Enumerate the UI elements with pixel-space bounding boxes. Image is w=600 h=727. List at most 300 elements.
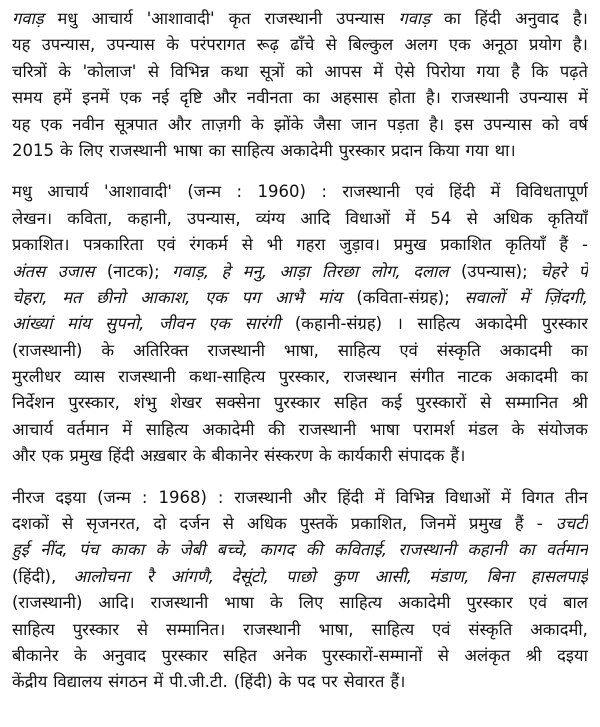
- word: :: [141, 487, 148, 507]
- word: अकादेमी: [280, 140, 333, 160]
- text-line: [12, 485, 588, 511]
- word: पड़ता: [387, 114, 419, 134]
- word: से: [480, 393, 492, 413]
- word: पर: [321, 672, 338, 692]
- italic-title-word: मांय: [318, 287, 342, 307]
- word: उपन्यास,: [187, 208, 241, 228]
- word: है: [511, 61, 520, 81]
- text-line: [12, 417, 588, 443]
- word: निर्देशन: [12, 393, 55, 413]
- word: 1960): [257, 182, 306, 202]
- word: लिए: [78, 140, 104, 160]
- word: साहित्य: [417, 314, 461, 334]
- word: बीकानेर: [12, 645, 59, 665]
- word: प्रमुख: [69, 446, 103, 466]
- word: अख़बार: [140, 446, 187, 466]
- word: श्री: [525, 645, 542, 665]
- word: आदि: [300, 208, 331, 228]
- word: अधिक: [246, 514, 287, 534]
- word: हिंदी: [449, 182, 476, 202]
- word: संस्कृति: [468, 619, 513, 639]
- word: (नाटक);: [106, 261, 160, 281]
- word: एवं: [399, 340, 418, 360]
- text-line: [12, 338, 588, 364]
- word: उपन्यास: [519, 88, 568, 108]
- word: एवं: [157, 235, 176, 255]
- word: के: [511, 419, 525, 439]
- word: :: [321, 182, 327, 202]
- word: सृजनरत,: [86, 514, 141, 534]
- word: प्रमुख: [468, 514, 502, 534]
- word: मधु: [57, 9, 78, 28]
- word: हैं: [559, 235, 569, 255]
- word: राजस्थानी: [207, 340, 266, 360]
- word: (राजस्थानी): [12, 593, 83, 613]
- word: -: [581, 235, 588, 255]
- word: मंडल: [468, 419, 499, 439]
- italic-title-word: तिरछा: [321, 261, 359, 281]
- word: ताज़गी: [201, 114, 241, 134]
- italic-title-word: अंतस: [12, 261, 46, 281]
- word: था।: [494, 140, 516, 160]
- word: आदि।: [98, 593, 135, 613]
- italic-title-word: आलोचना: [73, 566, 130, 586]
- word: श्री: [571, 393, 588, 413]
- word: (कहानी-संग्रह): [294, 314, 383, 334]
- word: व्यास: [74, 367, 105, 387]
- italic-title-word: हुई: [12, 540, 29, 560]
- word: एक: [40, 114, 63, 134]
- word: पढ़ते: [559, 61, 588, 81]
- word: दइया: [557, 645, 588, 665]
- word: का: [571, 367, 588, 387]
- word: -: [536, 514, 543, 534]
- word: में: [373, 61, 384, 81]
- word: पुस्तकें: [299, 514, 338, 534]
- word: उपन्यास: [336, 9, 385, 28]
- word: बीकानेर: [211, 446, 259, 466]
- word: विगत: [521, 487, 555, 507]
- word: यह: [12, 114, 31, 134]
- word: अकादमी: [499, 340, 553, 360]
- italic-title-word: हासलपाई: [530, 566, 588, 586]
- word: से: [62, 514, 74, 534]
- italic-title-word: देसूंटो,: [231, 566, 269, 586]
- word: मधु: [12, 182, 33, 202]
- word: (हिंदी),: [12, 566, 57, 586]
- text-line: [12, 511, 588, 537]
- word: साहित्य: [12, 619, 55, 639]
- italic-title-word: जेबी: [179, 540, 206, 560]
- italic-title-word: आंख्यां: [12, 314, 53, 334]
- italic-title-word: कुण: [332, 566, 358, 586]
- word: और: [167, 114, 192, 134]
- italic-title-word: रै: [146, 566, 154, 586]
- italic-title-word: वर्तमान: [545, 540, 588, 560]
- word: कृतियाँ: [505, 235, 546, 255]
- word: प्रकाशित।: [12, 235, 70, 255]
- word: पुरस्कारों: [415, 393, 467, 413]
- italic-title-word: सारंगी: [244, 314, 281, 334]
- text-line: [12, 206, 588, 232]
- word: पत्रकारिता: [83, 235, 144, 255]
- paragraph-translator-bio: [12, 485, 588, 696]
- word: पुरस्कारों-सम्मानों: [322, 645, 423, 665]
- word: साहित्य: [371, 619, 415, 639]
- word: विविधतापूर्ण: [515, 182, 588, 202]
- italic-title-word: नींद,: [40, 540, 68, 560]
- text-line: [12, 259, 588, 285]
- word: का: [570, 340, 588, 360]
- word: राजस्थानी: [342, 182, 400, 202]
- word: परंपरागत: [190, 35, 246, 55]
- word: में: [405, 208, 416, 228]
- word: :: [217, 487, 224, 507]
- italic-title-word: मंडाण,: [429, 566, 470, 586]
- word: अधिक: [492, 208, 533, 228]
- word: उपन्यास: [483, 114, 532, 134]
- word: संगठन: [108, 672, 148, 692]
- word: हैं।: [390, 672, 406, 692]
- text-line: [12, 32, 588, 58]
- text-line: [12, 179, 588, 205]
- word: एक: [41, 446, 64, 466]
- word: लिए: [298, 593, 324, 613]
- word: हमें: [53, 88, 72, 108]
- word: कहानी,: [127, 208, 172, 228]
- word: दो: [153, 514, 167, 534]
- word: भाषा: [369, 419, 400, 439]
- word: एवं: [415, 182, 434, 202]
- word: के: [74, 645, 87, 665]
- word: समय: [12, 88, 43, 108]
- word: भाषा: [172, 140, 203, 160]
- word: पुरस्कार: [72, 619, 119, 639]
- word: (उपन्यास);: [460, 261, 528, 281]
- word: पुरस्कार,: [68, 393, 120, 413]
- word: दशकों: [12, 514, 49, 534]
- italic-title-word: आभै: [274, 287, 304, 307]
- word: एक: [119, 88, 142, 108]
- italic-title-word: काका: [110, 540, 145, 560]
- word: आचार्य: [47, 182, 89, 202]
- text-line: [12, 285, 588, 311]
- word: से: [437, 645, 449, 665]
- word: अकादेमी: [202, 419, 255, 439]
- word: में: [122, 419, 133, 439]
- word: (राजस्थानी): [12, 340, 83, 360]
- text-line: [12, 138, 588, 164]
- text-line: [12, 311, 588, 337]
- word: हैं: [514, 514, 524, 534]
- word: उपन्यास: [106, 35, 155, 55]
- word: सम्मानित।: [165, 619, 226, 639]
- word: भी: [266, 235, 283, 255]
- word: का: [444, 9, 461, 28]
- italic-title-word: की: [305, 540, 323, 560]
- word: है।: [425, 88, 441, 108]
- italic-title-word: उजास: [57, 261, 95, 281]
- word: को: [542, 114, 559, 134]
- word: कई: [381, 393, 403, 413]
- text-line: [12, 564, 588, 590]
- paragraph-novel-intro: [12, 6, 588, 164]
- word: इस: [454, 114, 474, 134]
- word: आपस: [324, 61, 362, 81]
- word: कृतियाँ: [547, 208, 588, 228]
- italic-title-word: पग: [241, 287, 261, 307]
- word: संस्कृति: [436, 340, 481, 360]
- word: इनमें: [82, 88, 110, 108]
- word: विभिन्न: [170, 61, 210, 81]
- word: किया: [428, 140, 460, 160]
- italic-title-word: सवालों: [464, 287, 505, 307]
- word: लेखन।: [12, 208, 53, 228]
- word: रूढ़: [256, 35, 279, 55]
- word: नीरज: [12, 487, 45, 507]
- word: राजस्थानी: [264, 9, 323, 28]
- italic-title-word: एक: [205, 287, 227, 307]
- text-line: [12, 232, 588, 258]
- word: केंद्रीय: [12, 672, 48, 692]
- word: के: [269, 593, 283, 613]
- word: का: [208, 140, 226, 160]
- word: के: [251, 114, 264, 134]
- word: (कविता-संग्रह);: [356, 287, 450, 307]
- word: रंगकर्म: [189, 235, 228, 255]
- word: प्रकाशित: [440, 235, 492, 255]
- word: पिरोया: [426, 61, 465, 81]
- word: जिनमें: [420, 514, 456, 534]
- word: के: [278, 672, 292, 692]
- word: जुड़ाव।: [339, 235, 380, 255]
- word: सम्मानित: [505, 393, 559, 413]
- italic-title-word: ज़िंदगी,: [543, 287, 588, 307]
- word: और: [12, 446, 36, 466]
- word: अकादेमी: [474, 314, 528, 334]
- word: वर्तमान: [66, 419, 109, 439]
- word: सूत्रों: [259, 61, 285, 81]
- word: में: [153, 672, 164, 692]
- word: से: [222, 514, 234, 534]
- italic-title-word: में: [519, 287, 530, 307]
- word: हिंदी: [108, 446, 135, 466]
- paragraph-author-bio: [12, 179, 588, 469]
- word: से: [325, 35, 337, 55]
- word: प्रदान: [391, 140, 423, 160]
- text-line: [12, 390, 588, 416]
- word: अकादेमी: [398, 593, 451, 613]
- word: और: [303, 487, 327, 507]
- word: राजस्थानी: [109, 140, 167, 160]
- word: बाल: [563, 593, 588, 613]
- italic-title-word: हे: [221, 261, 231, 281]
- word: राजस्थानी: [298, 419, 357, 439]
- italic-title-word: मांय: [66, 314, 91, 334]
- word: कि: [531, 61, 549, 81]
- italic-title-word: पाछो: [286, 566, 316, 586]
- word: में: [374, 487, 385, 507]
- word: पुरस्कार: [273, 393, 321, 413]
- word: साहित्य: [337, 340, 381, 360]
- word: अनूठा: [482, 35, 518, 55]
- word: जान: [351, 114, 377, 134]
- word: विधाओं: [445, 487, 491, 507]
- italic-title-word: मत: [62, 287, 82, 307]
- word: व्यंग्य: [255, 208, 286, 228]
- word: राजस्थानी: [150, 593, 209, 613]
- word: अतिरिक्त: [132, 340, 189, 360]
- word: आचार्य: [12, 419, 54, 439]
- italic-title-word: दलाल: [413, 261, 449, 281]
- word: पी.जी.टी.: [169, 672, 228, 692]
- word: होता: [388, 88, 416, 108]
- word: हिंदी: [337, 487, 364, 507]
- word: कथा-साहित्य: [189, 367, 266, 387]
- italic-title-word: कहानी: [467, 540, 507, 560]
- word: एवं: [432, 619, 451, 639]
- word: भाषा: [224, 593, 254, 613]
- word: अकादमी,: [530, 619, 588, 639]
- word: है।: [572, 9, 588, 28]
- word: मुरलीधर: [12, 367, 61, 387]
- word: दर्जन: [179, 514, 210, 534]
- word: पुरस्कार: [541, 314, 588, 334]
- text-line: [12, 617, 588, 643]
- italic-title-word: लोग,: [370, 261, 401, 281]
- word: शेखर: [170, 393, 202, 413]
- word: में: [501, 487, 511, 507]
- word: (जन्म: [187, 182, 222, 202]
- word: अकादमी: [505, 367, 558, 387]
- word: से: [241, 235, 253, 255]
- italic-title-word: चेहरा,: [12, 287, 48, 307]
- italic-title-word: बच्चे,: [216, 540, 248, 560]
- text-line: [12, 443, 588, 469]
- word: के: [319, 446, 332, 466]
- italic-title-word: उचटी: [555, 514, 588, 534]
- word: उपन्यास,: [41, 35, 96, 55]
- word: पुरस्कार,: [278, 367, 331, 387]
- italic-title-word: गवाड़: [12, 9, 44, 28]
- word: में: [490, 182, 501, 202]
- word: आचार्य: [91, 9, 133, 28]
- word: संस्करण: [264, 446, 313, 466]
- word: गया: [465, 140, 489, 160]
- text-line: [12, 364, 588, 390]
- word: वर्ष: [569, 114, 588, 134]
- word: शंभु: [133, 393, 157, 413]
- word: गहरा: [296, 235, 326, 255]
- word: राजस्थान: [343, 367, 397, 387]
- word: साहित्य: [145, 419, 189, 439]
- word: झोंके: [273, 114, 304, 134]
- italic-title-word: मनु,: [242, 261, 267, 281]
- text-line: [12, 669, 588, 695]
- word: राजस्थानी: [451, 88, 509, 108]
- word: परामर्श: [413, 419, 455, 439]
- word: के: [60, 140, 73, 160]
- italic-title-word: सुपनो,: [105, 314, 145, 334]
- word: विधाओं: [345, 208, 391, 228]
- word: गया: [476, 61, 500, 81]
- word: बिल्कुल: [348, 35, 394, 55]
- word: राजस्थानी: [243, 619, 301, 639]
- word: हिंदी: [474, 9, 501, 28]
- italic-title-word: आसी,: [374, 566, 413, 586]
- word: कार्यकारी: [337, 446, 393, 466]
- word: से: [147, 61, 160, 81]
- text-line: [12, 590, 588, 616]
- word: सूत्रपात: [114, 114, 158, 134]
- word: दृष्टि: [179, 88, 203, 108]
- italic-title-word: कविताई,: [333, 540, 388, 560]
- italic-title-word: आड़ा: [279, 261, 310, 281]
- word: साहित्य: [231, 140, 275, 160]
- word: सक्सेना: [215, 393, 261, 413]
- word: के: [101, 340, 115, 360]
- italic-title-word: छीनो: [96, 287, 126, 307]
- word: प्रकाशित,: [350, 514, 408, 534]
- italic-title-word: के: [155, 540, 169, 560]
- word: प्रमुख: [393, 235, 427, 255]
- word: है।: [572, 35, 588, 55]
- word: से: [466, 208, 478, 228]
- word: सेवारत: [343, 672, 385, 692]
- word: 'आशावादी': [146, 9, 215, 28]
- word: प्रयोग: [529, 35, 562, 55]
- word: :: [236, 182, 243, 202]
- word: के: [192, 446, 206, 466]
- word: के: [58, 61, 72, 81]
- word: पुरस्कार: [466, 593, 513, 613]
- word: संपादक: [398, 446, 445, 466]
- word: अनेक: [272, 645, 307, 665]
- italic-title-word: एक: [208, 314, 231, 334]
- word: पुरस्कार: [161, 645, 208, 665]
- text-line: [12, 112, 588, 138]
- text-line: [12, 537, 588, 563]
- word: चरित्रों: [12, 61, 47, 81]
- word: दइया: [55, 487, 87, 507]
- italic-title-word: आंगणै,: [170, 566, 214, 586]
- word: नवीन: [72, 114, 105, 134]
- word: हैं।: [450, 446, 466, 466]
- word: सहित: [333, 393, 368, 413]
- italic-title-word: गवाड़,: [172, 261, 209, 281]
- italic-title-word: चेहरे: [540, 261, 567, 281]
- italic-title-word: पे: [578, 261, 588, 281]
- word: विद्यालय: [53, 672, 103, 692]
- word: संगीत: [410, 367, 445, 387]
- italic-title-word: आकाश,: [140, 287, 191, 307]
- word: जैसा: [313, 114, 342, 134]
- word: तीन: [565, 487, 588, 507]
- word: कृत: [228, 9, 251, 28]
- word: 54: [430, 208, 452, 228]
- word: 'आशावादी': [104, 182, 172, 202]
- word: ऐसे: [394, 61, 415, 81]
- text-line: [12, 6, 588, 32]
- word: अलग: [404, 35, 438, 55]
- word: नई: [151, 88, 170, 108]
- word: 1968): [158, 487, 207, 507]
- word: एवं: [528, 593, 548, 613]
- italic-title-word: पंच: [78, 540, 99, 560]
- italic-title-word: जीवन: [158, 314, 194, 334]
- word: अलंकृत: [464, 645, 511, 665]
- word: कथा: [220, 61, 249, 81]
